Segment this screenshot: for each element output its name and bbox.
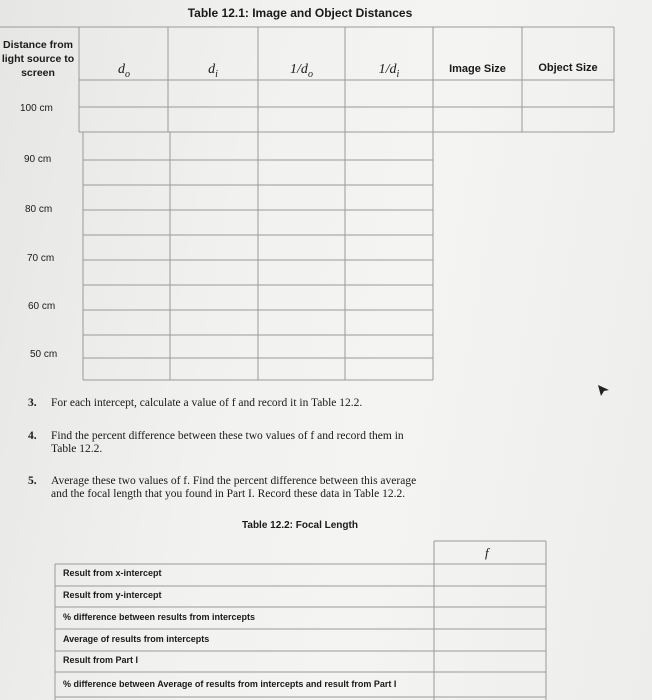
row-label-50cm: 50 cm xyxy=(30,349,58,360)
header-image-size: Image Size xyxy=(449,63,506,75)
table-12-1-title: Table 12.1: Image and Object Distances xyxy=(187,6,413,20)
header-distance-line-3: screen xyxy=(21,67,55,79)
row-average-intercepts: Average of results from intercepts xyxy=(63,634,210,644)
row-label-60cm: 60 cm xyxy=(28,301,56,312)
instruction-3-number: 3. xyxy=(28,397,37,409)
row-percent-diff-intercepts: % difference between results from intercepts xyxy=(63,612,256,622)
instruction-5-line-1: Average these two values of f. Find the percent difference between this average xyxy=(51,475,417,487)
header-inv-do: $1/d_o$ xyxy=(290,62,313,80)
instruction-3-text: For each intercept, calculate a value of f and record it in Table 12.2. xyxy=(51,397,363,409)
row-label-100cm: 100 cm xyxy=(20,103,53,114)
row-label-70cm: 70 cm xyxy=(27,253,55,264)
instruction-4-line-1: Find the percent difference between these two values of f and record them in xyxy=(51,430,404,442)
instruction-4-line-2: Table 12.2. xyxy=(51,443,103,455)
row-x-intercept: Result from x-intercept xyxy=(63,568,162,578)
instruction-4-number: 4. xyxy=(28,430,37,442)
header-f: f xyxy=(485,545,489,560)
header-distance xyxy=(0,38,76,80)
pointer-cursor-icon xyxy=(597,384,611,398)
row-percent-diff-average-part-1: % difference between Average of results from intercepts and result from Part I xyxy=(63,679,397,689)
instruction-5 xyxy=(28,474,468,504)
header-di: $d_i$ xyxy=(208,62,218,80)
instruction-5-line-2: and the focal length that you found in Part I. Record these data in Table 12.2. xyxy=(51,488,406,500)
header-distance-line-2: light source to xyxy=(1,53,75,65)
table-12-2-title: Table 12.2: Focal Length xyxy=(242,520,358,531)
header-inv-di: $1/d_i$ xyxy=(378,62,400,80)
row-part-1: Result from Part I xyxy=(63,655,139,665)
row-label-90cm: 90 cm xyxy=(24,154,52,165)
instruction-4 xyxy=(28,429,448,459)
instruction-3 xyxy=(28,396,448,412)
header-do: $d_o$ xyxy=(118,62,130,80)
row-label-80cm: 80 cm xyxy=(25,204,53,215)
instruction-5-number: 5. xyxy=(28,475,37,487)
header-object-size: Object Size xyxy=(538,62,598,74)
row-y-intercept: Result from y-intercept xyxy=(63,590,162,600)
header-distance-line-1: Distance from xyxy=(2,39,74,51)
